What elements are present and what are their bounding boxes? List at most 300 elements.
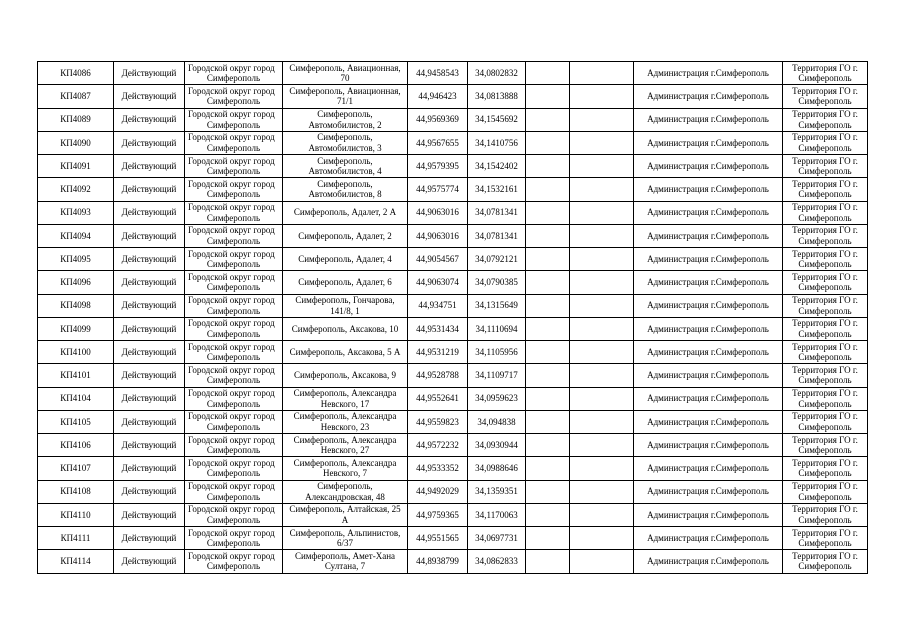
territory-cell-line: Симферополь [798,189,852,200]
administration-cell: Администрация г.Симферополь [634,271,783,294]
district-cell-line: Городской округ город [188,109,275,120]
empty-cell-2 [570,155,634,178]
administration-cell: Администрация г.Симферополь [634,457,783,480]
address-cell-line: 141/8, 1 [330,305,360,316]
territory-cell-line: Территория ГО г. [792,341,858,352]
district-cell-line: Городской округ город [188,155,275,166]
territory-cell [783,527,868,550]
status-cell: Действующий [114,434,185,457]
territory-cell [783,224,868,247]
territory-cell-line: Территория ГО г. [792,550,858,561]
address-cell-line: Александровская, 48 [305,491,385,502]
table-row [38,178,868,201]
address-cell [283,85,408,108]
address-cell-line: Симферополь, Аксакова, 5 А [289,346,401,357]
code-cell: КП4089 [38,108,114,131]
territory-cell [783,201,868,224]
table-row [38,201,868,224]
empty-cell-2 [570,248,634,271]
latitude-cell: 44,9531434 [408,317,468,340]
district-cell-line: Симферополь [206,328,261,339]
latitude-cell: 44,9458543 [408,62,468,85]
table-row [38,410,868,433]
table-row [38,480,868,503]
address-cell-line: Симферополь, Александра [293,388,397,399]
administration-cell: Администрация г.Симферополь [634,410,783,433]
empty-cell-1 [526,364,570,387]
empty-cell-1 [526,224,570,247]
address-cell [283,410,408,433]
administration-cell: Администрация г.Симферополь [634,503,783,526]
code-cell: КП4092 [38,178,114,201]
address-cell-line: Симферополь, Адалет, 4 [298,253,392,264]
latitude-cell: 44,9579395 [408,155,468,178]
territory-cell [783,178,868,201]
empty-cell-1 [526,317,570,340]
address-cell [283,434,408,457]
empty-cell-2 [570,387,634,410]
status-cell: Действующий [114,224,185,247]
address-cell [283,364,408,387]
status-cell: Действующий [114,527,185,550]
table-row [38,503,868,526]
district-cell [185,317,283,340]
longitude-cell: 34,1545692 [468,108,526,131]
longitude-cell: 34,0988646 [468,457,526,480]
longitude-cell: 34,1542402 [468,155,526,178]
table-row [38,62,868,85]
district-cell-line: Городской округ город [188,202,275,213]
code-cell: КП4095 [38,248,114,271]
territory-cell [783,457,868,480]
code-cell: КП4107 [38,457,114,480]
code-cell: КП4087 [38,85,114,108]
code-cell: КП4100 [38,341,114,364]
longitude-cell: 34,0959623 [468,387,526,410]
address-cell-line: Симферополь, Авиационная, [289,62,401,73]
territory-cell-line: Территория ГО г. [792,318,858,329]
territory-cell-line: Территория ГО г. [792,225,858,236]
latitude-cell: 44,9533352 [408,457,468,480]
district-cell-line: Симферополь [206,119,261,130]
table-row [38,155,868,178]
address-cell-line: А [341,514,349,525]
address-cell [283,248,408,271]
district-cell-line: Городской округ город [188,318,275,329]
district-cell-line: Симферополь [206,259,261,270]
address-cell-line: Автомобилистов, 8 [308,189,382,200]
territory-cell [783,387,868,410]
district-cell-line: Симферополь [206,282,261,293]
administration-cell: Администрация г.Симферополь [634,317,783,340]
district-cell [185,178,283,201]
district-cell-line: Городской округ город [188,132,275,143]
empty-cell-1 [526,62,570,85]
territory-cell [783,248,868,271]
district-cell-line: Городской округ город [188,248,275,259]
district-cell-line: Симферополь [206,514,261,525]
territory-cell-line: Территория ГО г. [792,364,858,375]
territory-cell-line: Симферополь [798,166,852,177]
district-cell [185,480,283,503]
status-cell: Действующий [114,62,185,85]
district-cell [185,108,283,131]
address-cell-line: Симферополь, Амет-Хана [294,550,396,561]
address-cell-line: Симферополь, Альпинистов, [289,527,401,538]
address-cell-line: Автомобилистов, 4 [308,166,382,177]
territory-cell [783,131,868,154]
empty-cell-1 [526,108,570,131]
territory-cell [783,155,868,178]
status-cell: Действующий [114,271,185,294]
status-cell: Действующий [114,294,185,317]
territory-cell-line: Симферополь [798,468,852,479]
address-cell-line: Автомобилистов, 3 [308,142,382,153]
district-cell-line: Симферополь [206,305,261,316]
address-cell-line: Симферополь, [317,481,373,492]
table-row [38,434,868,457]
territory-cell-line: Территория ГО г. [792,132,858,143]
district-cell-line: Городской округ город [188,364,275,375]
district-cell-line: Городской округ город [188,434,275,445]
empty-cell-1 [526,271,570,294]
address-cell [283,155,408,178]
territory-cell-line: Территория ГО г. [792,109,858,120]
district-cell-line: Симферополь [206,538,261,549]
status-cell: Действующий [114,201,185,224]
table-row [38,131,868,154]
empty-cell-1 [526,131,570,154]
administration-cell: Администрация г.Симферополь [634,550,783,573]
administration-cell: Администрация г.Симферополь [634,108,783,131]
table-row [38,294,868,317]
territory-cell-line: Симферополь [798,421,852,432]
district-cell-line: Симферополь [206,352,261,363]
territory-cell-line: Территория ГО г. [792,527,858,538]
district-cell-line: Симферополь [206,375,261,386]
territory-cell-line: Территория ГО г. [792,295,858,306]
address-cell [283,178,408,201]
territory-cell-line: Симферополь [798,96,852,107]
territory-cell-line: Симферополь [798,398,852,409]
latitude-cell: 44,9063016 [408,224,468,247]
territory-cell-line: Территория ГО г. [792,248,858,259]
district-cell-line: Городской округ город [188,85,275,96]
latitude-cell: 44,9551565 [408,527,468,550]
territory-cell-line: Симферополь [798,561,852,572]
code-cell: КП4105 [38,410,114,433]
latitude-cell: 44,934751 [408,294,468,317]
latitude-cell: 44,9569369 [408,108,468,131]
address-cell-line: Симферополь, Аксакова, 10 [291,323,399,334]
code-cell: КП4096 [38,271,114,294]
table-body [38,62,868,574]
district-cell-line: Симферополь [206,235,261,246]
district-cell [185,224,283,247]
empty-cell-1 [526,341,570,364]
longitude-cell: 34,1105956 [468,341,526,364]
district-cell [185,410,283,433]
status-cell: Действующий [114,178,185,201]
empty-cell-1 [526,527,570,550]
code-cell: КП4106 [38,434,114,457]
latitude-cell: 44,9492029 [408,480,468,503]
longitude-cell: 34,1109717 [468,364,526,387]
latitude-cell: 44,9572232 [408,434,468,457]
territory-cell-line: Территория ГО г. [792,202,858,213]
status-cell: Действующий [114,410,185,433]
latitude-cell: 44,9552641 [408,387,468,410]
address-cell [283,224,408,247]
territory-cell-line: Симферополь [798,142,852,153]
empty-cell-1 [526,503,570,526]
territory-cell-line: Территория ГО г. [792,434,858,445]
territory-cell-line: Симферополь [798,259,852,270]
empty-cell-2 [570,62,634,85]
empty-cell-1 [526,155,570,178]
table-row [38,550,868,573]
district-cell-line: Городской округ город [188,388,275,399]
longitude-cell: 34,1532161 [468,178,526,201]
empty-cell-2 [570,457,634,480]
district-cell-line: Городской округ город [188,341,275,352]
latitude-cell: 44,8938799 [408,550,468,573]
district-cell-line: Городской округ город [188,457,275,468]
latitude-cell: 44,946423 [408,85,468,108]
table-row [38,108,868,131]
address-cell-line: Симферополь, Адалет, 2 А [293,207,397,218]
district-cell [185,387,283,410]
administration-cell: Администрация г.Симферополь [634,62,783,85]
address-cell-line: Симферополь, [317,109,373,120]
district-cell-line: Симферополь [206,491,261,502]
status-cell: Действующий [114,457,185,480]
territory-cell-line: Территория ГО г. [792,178,858,189]
table-row [38,527,868,550]
longitude-cell: 34,094838 [468,410,526,433]
latitude-cell: 44,9531219 [408,341,468,364]
status-cell: Действующий [114,550,185,573]
address-cell-line: Симферополь, Алтайская, 25 [289,504,401,515]
empty-cell-1 [526,248,570,271]
latitude-cell: 44,9759365 [408,503,468,526]
status-cell: Действующий [114,480,185,503]
code-cell: КП4099 [38,317,114,340]
district-cell-line: Симферополь [206,398,261,409]
empty-cell-2 [570,294,634,317]
address-cell-line: Симферополь, Александра [293,434,397,445]
latitude-cell: 44,9559823 [408,410,468,433]
empty-cell-1 [526,434,570,457]
territory-cell [783,480,868,503]
territory-cell [783,294,868,317]
empty-cell-2 [570,201,634,224]
status-cell: Действующий [114,387,185,410]
empty-cell-1 [526,387,570,410]
address-cell-line: 71/1 [336,96,353,107]
district-cell [185,527,283,550]
address-cell-line: 70 [340,73,350,84]
territory-cell-line: Симферополь [798,119,852,130]
address-cell-line: Автомобилистов, 2 [308,119,382,130]
code-cell: КП4090 [38,131,114,154]
district-cell-line: Симферополь [206,142,261,153]
administration-cell: Администрация г.Симферополь [634,364,783,387]
district-cell-line: Симферополь [206,189,261,200]
district-cell [185,271,283,294]
territory-cell-line: Симферополь [798,212,852,223]
territory-cell-line: Территория ГО г. [792,457,858,468]
empty-cell-2 [570,550,634,573]
district-cell [185,503,283,526]
address-cell [283,317,408,340]
territory-cell [783,85,868,108]
administration-cell: Администрация г.Симферополь [634,341,783,364]
administration-cell: Администрация г.Симферополь [634,387,783,410]
status-cell: Действующий [114,85,185,108]
empty-cell-2 [570,271,634,294]
code-cell: КП4110 [38,503,114,526]
territory-cell-line: Симферополь [798,538,852,549]
empty-cell-2 [570,434,634,457]
administration-cell: Администрация г.Симферополь [634,434,783,457]
administration-cell: Администрация г.Симферополь [634,85,783,108]
territory-cell-line: Симферополь [798,328,852,339]
longitude-cell: 34,0930944 [468,434,526,457]
empty-cell-2 [570,341,634,364]
longitude-cell: 34,0781341 [468,201,526,224]
territory-cell-line: Симферополь [798,352,852,363]
territory-cell-line: Симферополь [798,375,852,386]
code-cell: КП4086 [38,62,114,85]
code-cell: КП4091 [38,155,114,178]
administration-cell: Администрация г.Симферополь [634,178,783,201]
district-cell [185,550,283,573]
territory-cell-line: Симферополь [798,491,852,502]
empty-cell-2 [570,131,634,154]
district-cell [185,457,283,480]
table-row [38,85,868,108]
district-cell [185,248,283,271]
address-cell [283,108,408,131]
empty-cell-1 [526,480,570,503]
code-cell: КП4108 [38,480,114,503]
district-cell-line: Симферополь [206,96,261,107]
territory-cell-line: Симферополь [798,514,852,525]
table-row [38,387,868,410]
administration-cell: Администрация г.Симферополь [634,294,783,317]
district-cell [185,434,283,457]
empty-cell-2 [570,410,634,433]
district-cell-line: Симферополь [206,421,261,432]
address-cell-line: Невского, 17 [320,398,370,409]
district-cell-line: Городской округ город [188,62,275,73]
code-cell: КП4104 [38,387,114,410]
longitude-cell: 34,1110694 [468,317,526,340]
status-cell: Действующий [114,108,185,131]
status-cell: Действующий [114,131,185,154]
table-row [38,341,868,364]
administration-cell: Администрация г.Симферополь [634,224,783,247]
empty-cell-2 [570,108,634,131]
address-cell-line: Султана, 7 [324,561,366,572]
district-cell [185,294,283,317]
address-cell [283,527,408,550]
code-cell: КП4098 [38,294,114,317]
district-cell [185,155,283,178]
district-cell-line: Городской округ город [188,481,275,492]
district-cell-line: Городской округ город [188,527,275,538]
status-cell: Действующий [114,248,185,271]
district-cell-line: Симферополь [206,166,261,177]
territory-cell-line: Симферополь [798,305,852,316]
address-cell [283,341,408,364]
district-cell-line: Городской округ город [188,271,275,282]
address-cell [283,131,408,154]
address-cell-line: Невского, 23 [320,421,370,432]
latitude-cell: 44,9063016 [408,201,468,224]
code-cell: КП4094 [38,224,114,247]
longitude-cell: 34,0792121 [468,248,526,271]
table-row [38,271,868,294]
latitude-cell: 44,9063074 [408,271,468,294]
address-cell [283,387,408,410]
latitude-cell: 44,9528788 [408,364,468,387]
territory-cell [783,550,868,573]
empty-cell-2 [570,364,634,387]
district-cell-line: Городской округ город [188,504,275,515]
empty-cell-1 [526,294,570,317]
address-cell-line: Симферополь, Александра [293,411,397,422]
longitude-cell: 34,0862833 [468,550,526,573]
empty-cell-2 [570,527,634,550]
registry-table [37,61,868,574]
longitude-cell: 34,1315649 [468,294,526,317]
empty-cell-2 [570,317,634,340]
longitude-cell: 34,0813888 [468,85,526,108]
status-cell: Действующий [114,364,185,387]
address-cell [283,480,408,503]
address-cell-line: Невского, 27 [320,445,370,456]
district-cell-line: Симферополь [206,212,261,223]
territory-cell-line: Территория ГО г. [792,481,858,492]
table-row [38,224,868,247]
longitude-cell: 34,1359351 [468,480,526,503]
territory-cell [783,62,868,85]
code-cell: КП4101 [38,364,114,387]
territory-cell-line: Территория ГО г. [792,504,858,515]
latitude-cell: 44,9575774 [408,178,468,201]
district-cell-line: Городской округ город [188,295,275,306]
address-cell-line: Симферополь, Гончарова, [295,295,395,306]
territory-cell [783,271,868,294]
address-cell [283,201,408,224]
longitude-cell: 34,0697731 [468,527,526,550]
district-cell-line: Городской округ город [188,178,275,189]
administration-cell: Администрация г.Симферополь [634,248,783,271]
address-cell [283,457,408,480]
administration-cell: Администрация г.Симферополь [634,527,783,550]
district-cell-line: Симферополь [206,561,261,572]
territory-cell-line: Симферополь [798,235,852,246]
longitude-cell: 34,0790385 [468,271,526,294]
table-row [38,317,868,340]
empty-cell-2 [570,224,634,247]
district-cell-line: Городской округ город [188,225,275,236]
territory-cell-line: Симферополь [798,73,852,84]
address-cell [283,503,408,526]
table-row [38,248,868,271]
